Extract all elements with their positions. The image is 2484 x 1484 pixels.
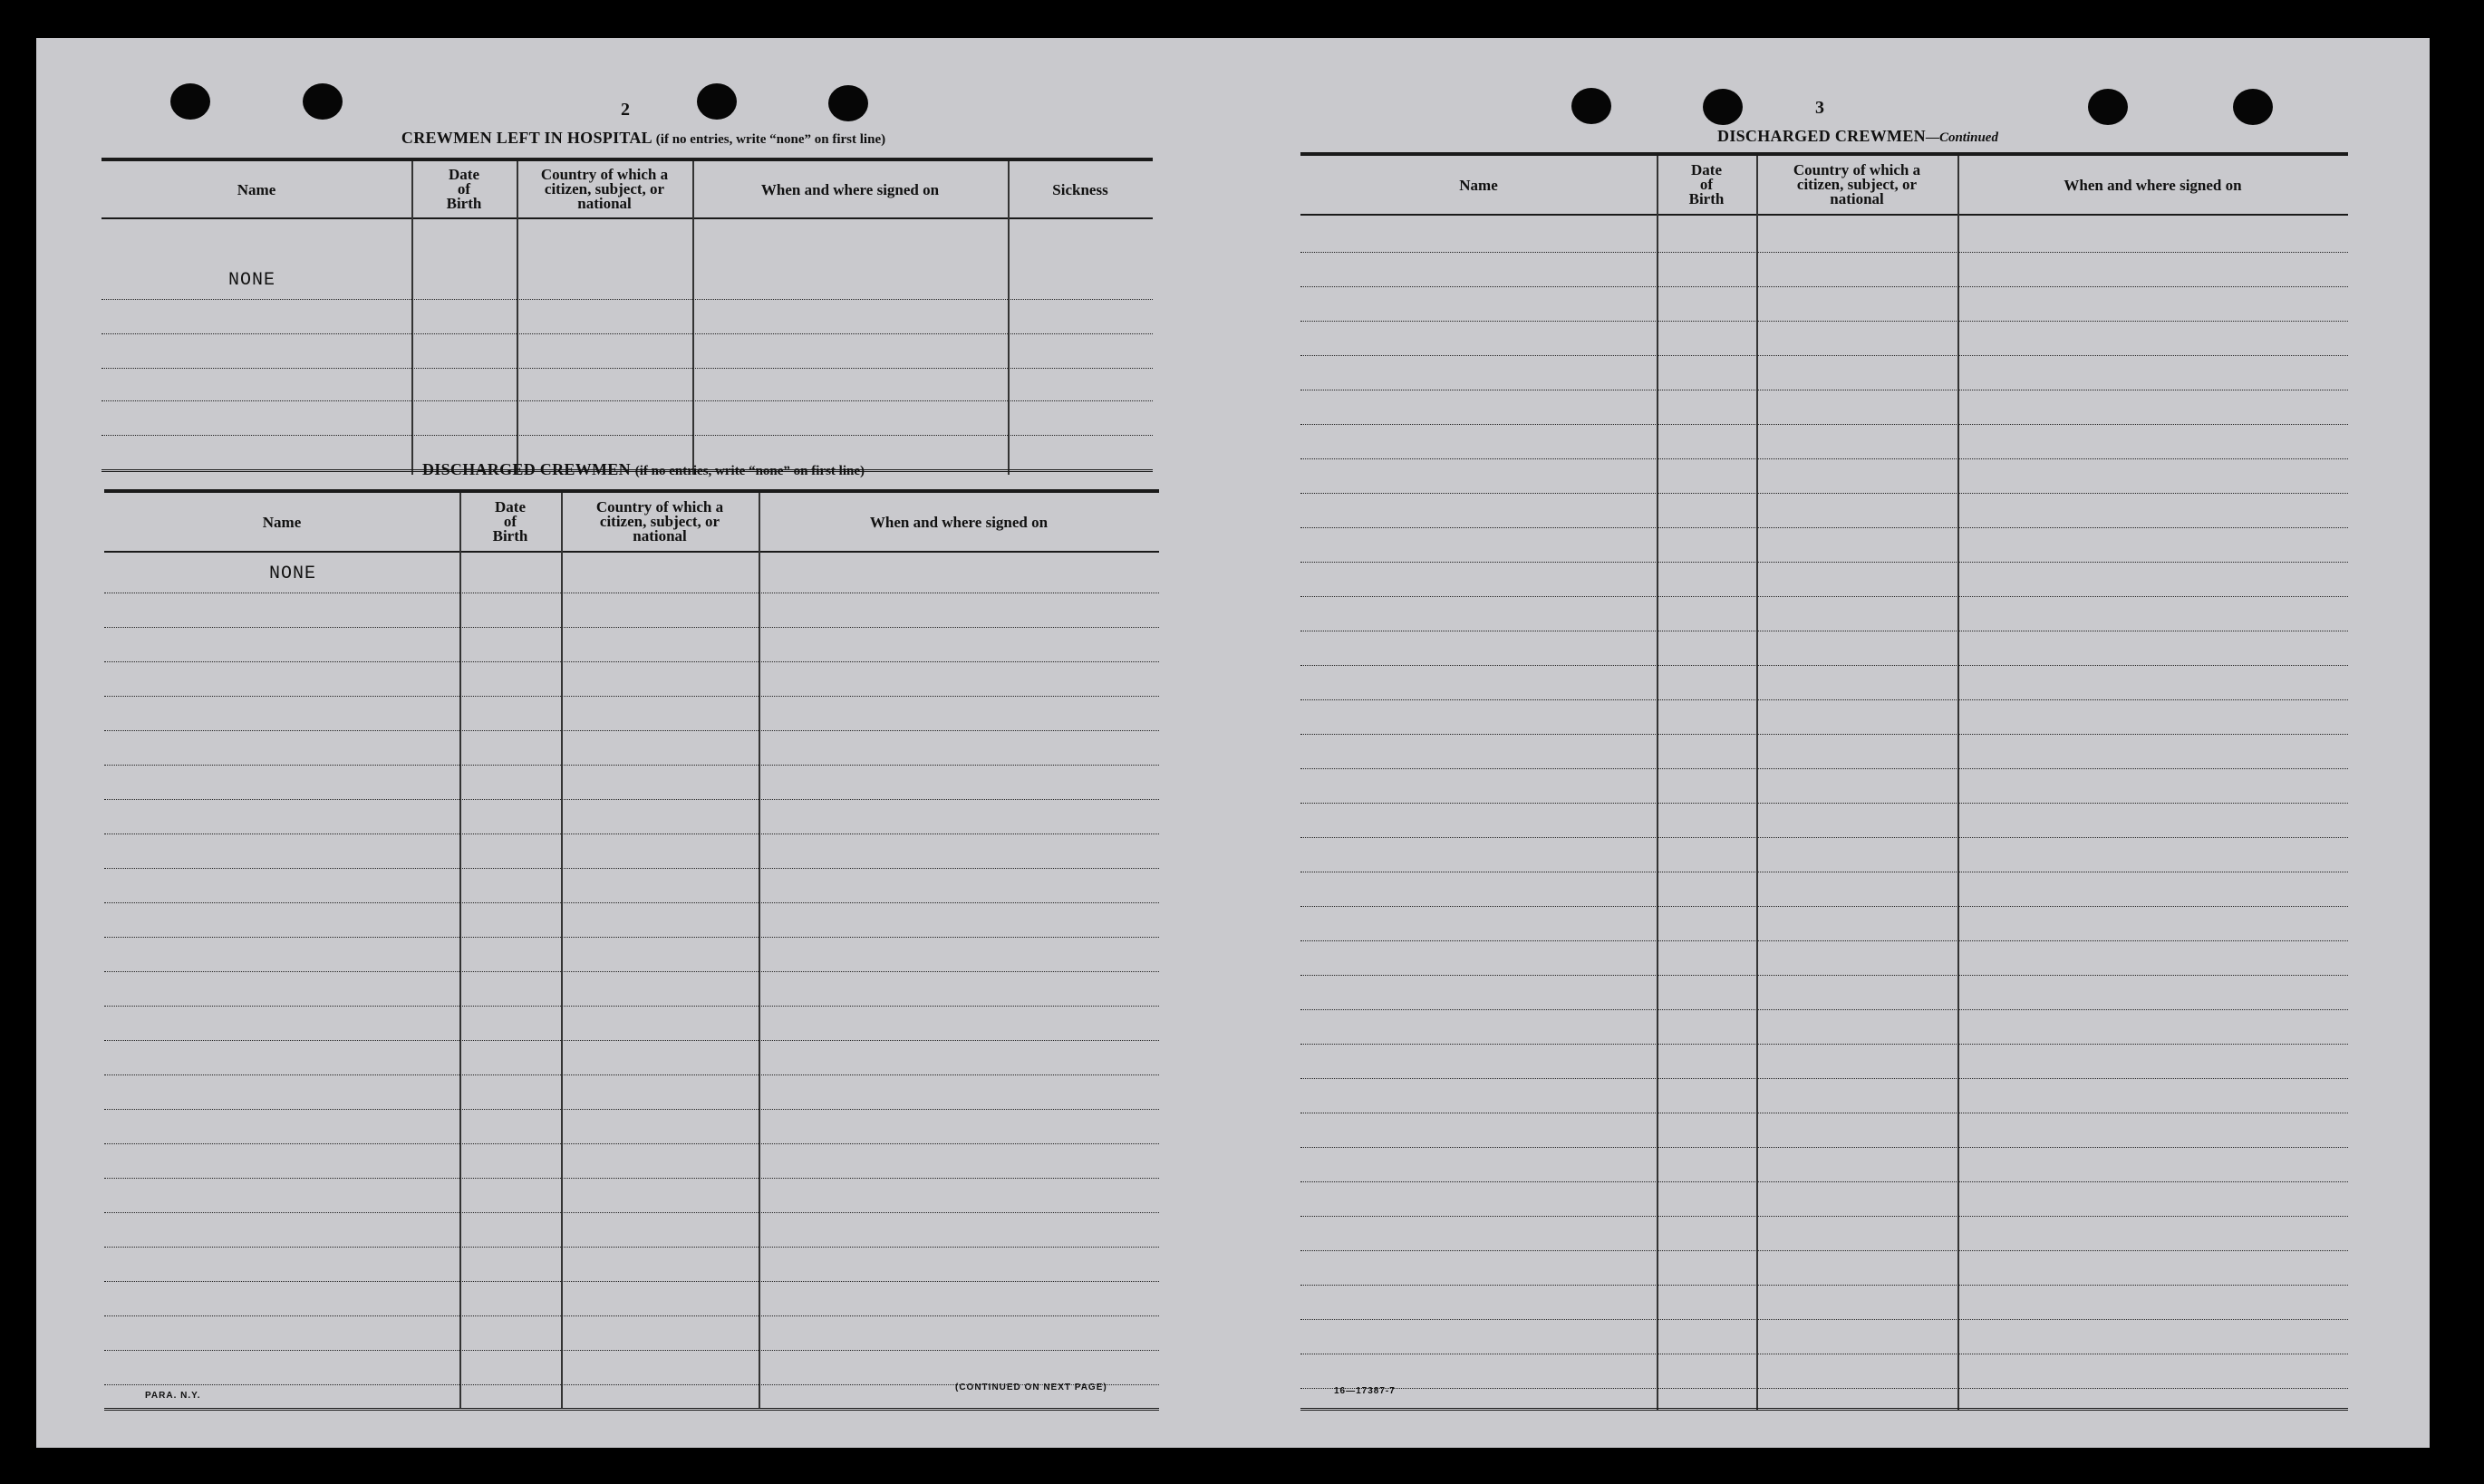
discharged-col-dob: Date of Birth [492, 498, 528, 544]
hospital-col-when: When and where signed on [760, 180, 940, 198]
hospital-title-note: (if no entries, write “none” on first line) [655, 132, 886, 147]
punch-hole [303, 83, 343, 120]
footer-form-number: 16—17387-7 [1334, 1386, 1396, 1396]
discharged-col-name: Name [262, 513, 302, 531]
punch-hole [1703, 89, 1743, 125]
hospital-title-text: CREWMEN LEFT IN HOSPITAL [401, 129, 652, 147]
footer-printer-left: PARA. N.Y. [145, 1391, 201, 1401]
right-col-when: When and where signed on [2064, 176, 2242, 194]
right-col-country: Country of which a citizen, subject, or national [1793, 161, 1921, 207]
punch-hole [170, 83, 210, 120]
punch-hole [1571, 88, 1611, 124]
punch-hole [2233, 89, 2273, 125]
discharged-continued-suffix: —Continued [1925, 130, 1998, 145]
discharged-col-when: When and where signed on [869, 513, 1049, 531]
hospital-col-country: Country of which a citizen, subject, or national [540, 166, 669, 212]
discharged-table-right [1300, 152, 2348, 1415]
discharged-continued-text: DISCHARGED CREWMEN [1717, 127, 1926, 145]
discharged-col-country: Country of which a citizen, subject, or national [595, 498, 724, 544]
discharged-title-text: DISCHARGED CREWMEN [421, 460, 631, 478]
discharged-table-left [104, 489, 1159, 1413]
hospital-col-dob: Date of Birth [446, 166, 482, 212]
discharged-continued-title [1332, 127, 2383, 146]
hospital-section-title [100, 129, 1187, 148]
page-number-right: 3 [1815, 98, 1824, 118]
footer-continued: (CONTINUED ON NEXT PAGE) [955, 1383, 1107, 1392]
hospital-col-name: Name [237, 180, 276, 198]
document-sheet [36, 38, 2430, 1448]
punch-hole [2088, 89, 2128, 125]
hospital-table [101, 158, 1153, 477]
right-col-name: Name [1459, 176, 1498, 194]
page-number-left: 2 [621, 100, 630, 120]
punch-hole [697, 83, 737, 120]
right-col-dob: Date of Birth [1688, 161, 1725, 207]
discharged-first-entry: NONE [269, 564, 317, 584]
discharged-title-note: (if no entries, write “none” on first line) [634, 464, 865, 478]
hospital-col-sickness: Sickness [1052, 180, 1108, 198]
discharged-section-title [100, 460, 1187, 479]
punch-hole [828, 85, 868, 121]
hospital-first-entry: NONE [228, 270, 276, 291]
